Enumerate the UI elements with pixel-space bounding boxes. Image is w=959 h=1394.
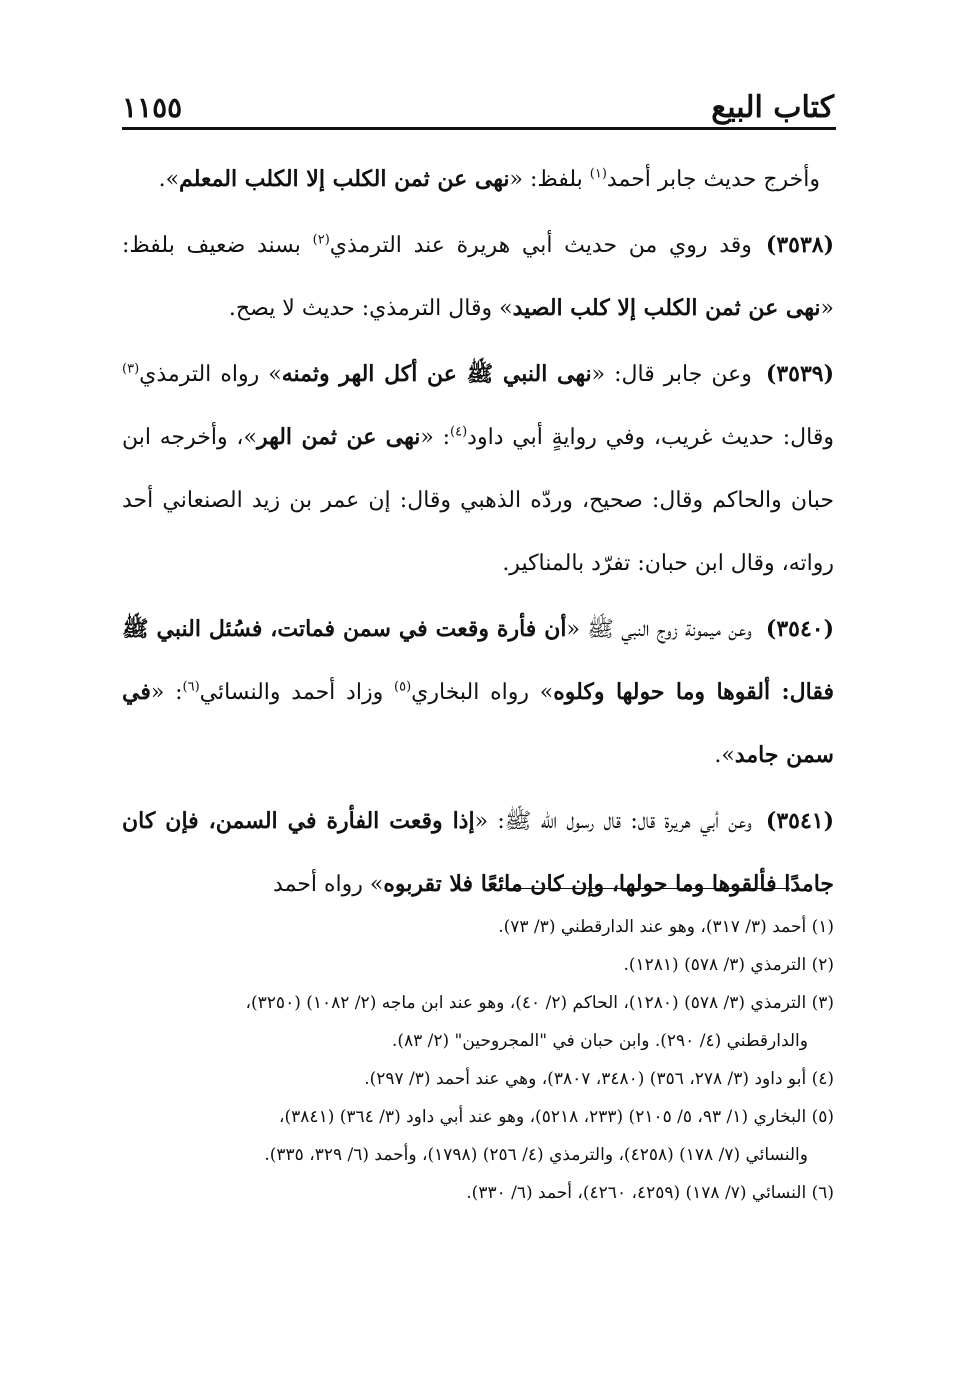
footnote-continuation: والدارقطني (٤/ ٢٩٠). وابن حبان في "المجروحين" (٢/ ٨٣). xyxy=(391,1031,808,1051)
footnote-ref[interactable]: (٣) xyxy=(122,361,140,377)
text-segment: » رواه أحمد xyxy=(273,872,384,897)
page-number: ١١٥٥ xyxy=(122,91,183,124)
paragraph xyxy=(122,214,834,340)
text-segment: ». xyxy=(714,743,735,768)
main-text xyxy=(122,148,834,916)
paragraph xyxy=(122,598,834,787)
footnote-continuation: والنسائي (٧/ ١٧٨) (٤٢٥٨)، والترمذي (٤/ ٢٥٦) (١٧٩٨)، وأحمد (٦/ ٣٢٩، ٣٣٥). xyxy=(264,1145,808,1165)
text-segment: : « xyxy=(420,425,451,450)
hadith-number: (٣٥٣٩) xyxy=(765,361,834,387)
text-segment: وعن جابر قال: « xyxy=(591,362,752,387)
footnotes xyxy=(122,908,834,1212)
hadith-quote: نهى عن ثمن الكلب إلا الكلب المعلم xyxy=(179,166,510,192)
footnote-text: (٣) الترمذي (٣/ ٥٧٨) (١٢٨٠)، الحاكم (٢/ ٤٠)، وهو عند ابن ماجه (٢/ ١٠٨٢) (٣٢٥٠)، xyxy=(245,993,834,1013)
text-segment: وزاد أحمد والنسائي xyxy=(199,680,394,705)
text-segment: وعن ميمونة زوج النبي ﷺ « xyxy=(566,617,752,642)
text-segment: »، وأخرجه ابن حبان والحاكم وقال: صحيح، وردّه الذهبي وقال: إن عمر بن زيد الصنعاني أحد رواته، وقال ابن حبان: تفرّد بالمناكير. xyxy=(122,425,834,576)
footnote-ref[interactable]: (٦) xyxy=(182,679,200,695)
footnote-text: (٤) أبو داود (٣/ ٢٧٨، ٣٥٦) (٣٤٨٠، ٣٨٠٧)، وهي عند أحمد (٣/ ٢٩٧). xyxy=(364,1069,834,1089)
hadith-quote: نهى عن ثمن الهر xyxy=(256,424,421,450)
footnote xyxy=(122,946,834,984)
hadith-quote: أن فأرة وقعت في سمن فماتت، فسُئل النبي ﷺ فقال: ألقوها وما حولها وكلوه xyxy=(122,616,834,705)
paragraph xyxy=(122,148,834,211)
header-rule xyxy=(122,127,836,130)
text-segment: » وقال الترمذي: حديث لا يصح. xyxy=(228,296,513,321)
footnote-text: (٦) النسائي (٧/ ١٧٨) (٤٢٥٩، ٤٢٦٠)، أحمد (٦/ ٣٣٠). xyxy=(466,1183,834,1203)
text-segment: : « xyxy=(150,680,183,705)
footnote xyxy=(122,1098,834,1174)
footnote-text: (٢) الترمذي (٣/ ٥٧٨) (١٢٨١). xyxy=(623,955,834,975)
hadith-number: (٣٥٤١) xyxy=(765,808,835,834)
footnote xyxy=(122,908,834,946)
hadith-quote: في سمن جامد xyxy=(122,679,834,768)
footnote-ref[interactable]: (٥) xyxy=(394,679,412,695)
hadith-quote: نهى النبي ﷺ عن أكل الهر وثمنه xyxy=(281,361,592,387)
footnote xyxy=(122,1060,834,1098)
hadith-quote: إذا وقعت الفأرة في السمن، فإن كان جامدًا فألقوها وما حولها، وإن كان مائعًا فلا تقربوه xyxy=(122,808,834,897)
footnote-text: (٥) البخاري (١/ ٩٣، ٥/ ٢١٠٥) (٢٣٣، ٥٢١٨)، وهو عند أبي داود (٣/ ٣٦٤) (٣٨٤١)، xyxy=(279,1107,834,1127)
footnote-text: (١) أحمد (٣/ ٣١٧)، وهو عند الدارقطني (٣/ ٧٣). xyxy=(498,917,834,937)
text-segment: وقد روي من حديث أبي هريرة عند الترمذي xyxy=(329,233,752,258)
text-segment: » رواه البخاري xyxy=(411,680,554,705)
hadith-quote: نهى عن ثمن الكلب إلا كلب الصيد xyxy=(512,295,821,321)
text-segment: بلفظ: « xyxy=(509,167,590,192)
hadith-number: (٣٥٣٨) xyxy=(765,232,834,258)
footnote xyxy=(122,984,834,1060)
running-header xyxy=(122,88,834,128)
chapter-title: كتاب البيع xyxy=(711,90,834,125)
footnote xyxy=(122,1174,834,1212)
footnote-ref[interactable]: (٤) xyxy=(450,424,468,440)
text-segment: بسند ضعيف بلفظ: « xyxy=(122,233,834,321)
hadith-number: (٣٥٤٠) xyxy=(765,616,834,642)
footnote-ref[interactable]: (١) xyxy=(589,166,607,182)
text-segment: وأخرج حديث جابر أحمد xyxy=(606,167,820,192)
text-segment: » رواه الترمذي xyxy=(139,362,282,387)
paragraph xyxy=(122,790,834,916)
footnote-ref[interactable]: (٢) xyxy=(312,232,330,248)
text-segment: وقال: حديث غريب، وفي روايةٍ أبي داود xyxy=(467,425,834,450)
paragraph xyxy=(122,343,834,595)
text-segment: ». xyxy=(158,167,180,192)
text-segment: وعن أبي هريرة قال: قال رسول الله ﷺ: « xyxy=(474,809,752,834)
footnote-separator xyxy=(500,888,790,889)
